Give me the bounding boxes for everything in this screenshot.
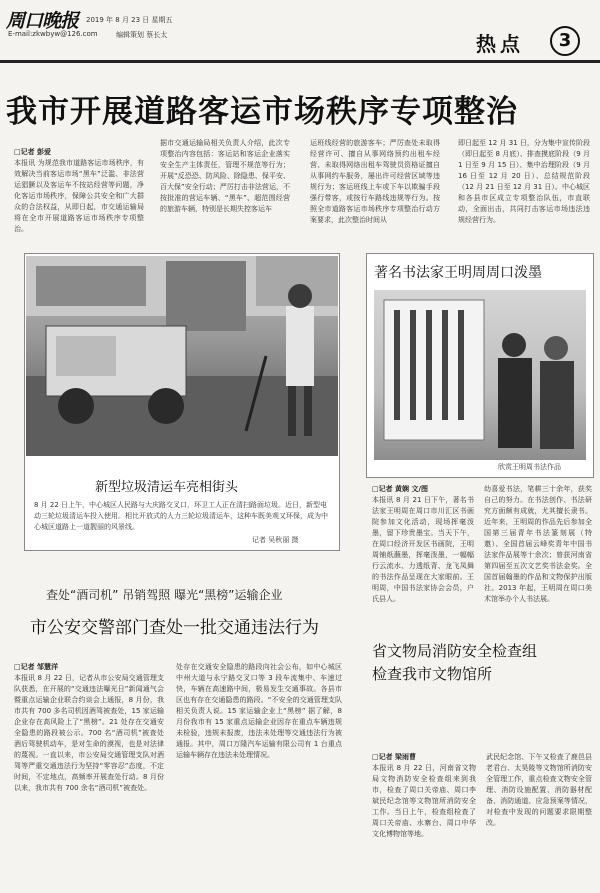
- fire-byline: □记者 梁雨曹: [372, 753, 417, 761]
- main-byline: □记者 彭爱: [14, 148, 52, 156]
- masthead: [0, 0, 600, 62]
- calligraphy-text-1: 本报讯 8 月 21 日下午，著名书法家王明周在周口市川汇区书画院参加文化活动，现场挥毫泼墨，留下珍贵墨宝。当天下午，在周口经济开发区书画院，王明周铺纸蘸墨，挥毫泼墨，一幅幅行云流水、力透纸背、龙飞凤舞的书法作品呈现在大家眼前。王明周，中国书法家协会会员，户氏县人。: [372, 496, 474, 603]
- main-article-col-4: 即日起至 12 月 31 日，分为集中宣传阶段（即日起至 8 月底）、排查摸底阶段（9 月 1 日至 9 月 15 日）、集中治理阶段（9 月 16 日至 12 月 20 日）、总结规范阶段（12 月 21 日至 12 月 31 日）。中心城区和各县市区成立专项整治队伍，市直联动，全面出击，共同打击客运市场违法违规经营行为。: [458, 139, 590, 224]
- traffic-col-2: 处存在交通安全隐患的路段向社会公布，如中心城区中州大道与永宁路交叉口等 3 段车流集中、车速过快，车辆在高速路中间，极易发生交通事故。各县市区也有存在交通隐患的路段。“不安全的交通管理支队相关负责人说。15 家运输企业上“黑榜” 据了解，8 月份我市有 15 家重点运输企业因存在重点车辆违规未检验，违规未报废，违法未处理等交通违法行为被通报。其中，周口万隆汽车运输有限公司有 1 台重点运输车辆存在违法未处理情况。: [176, 663, 342, 759]
- photo-story-title: 新型垃圾清运车亮相街头: [95, 480, 239, 495]
- fire-col-1: [372, 752, 476, 887]
- email: E-mail:zkwbyw@126.com: [8, 30, 98, 38]
- photo-story-text: 8 月 22 日上午，中心城区人民路与大庆路交叉口，环卫工人正在清扫路面垃圾。近日，新型电动三轮垃圾清运车投入使用。相比开放式的人力三轮垃圾清运车，这种车既美观又环保，成为中心城区道路上一道靓丽的风景线。: [34, 501, 328, 531]
- calligraphy-photo-caption: 欣赏王明周书法作品: [498, 463, 561, 471]
- calligraphy-col-2: 幼喜爱书法，笔耕三十余年，获奖自己的努力。在书法创作、书法研究方面颇有成就，尤其擅长隶书。近年来，王明周的作品先后参加全国第三届青年书法篆刻展（特邀）、全国首届云峰奖青年中国书法家作品展等十余次；曾获河南省第四届至五次文艺奖书法金奖。全国首届翰墨的作品和文物保护出版社。2013 年起，王明周在周口美术馆举办个人书法展。: [484, 485, 592, 603]
- traffic-byline: □记者 邹慧洋: [14, 663, 59, 671]
- street-scene-image: [26, 256, 338, 456]
- newspaper-logo: 周口晚报: [6, 10, 79, 32]
- traffic-text-1: 本报讯 8 月 22 日，记者从市公安局交通管理支队获悉，在开展的“交通违法曝光日”新闻通气会暨重点运输企业联合约谈会上通报，8 月份，我市共有 700 多名司机因酒驾被查处，15 家运输企业存在高风险上了“黑榜”。21 处存在交通安全隐患的路段被公示。700 名“酒司机”被查处 酒后驾驶机动车，是对生命的漠视，也是对法律的蔑视。一直以来，市公安局交通管理支队对酒驾等严重交通违法行为坚持“零容忍”态度，不定时间，不定地点，高频率开展查处行动。8 月份以来，我市共有 700 余名“酒司机”被查处。: [14, 674, 164, 792]
- calligraphy-photo: [374, 290, 586, 460]
- traffic-headline: 市公安交警部门查处一批交通违法行为: [30, 618, 319, 638]
- fire-headline-line-2: 检查我市文物馆所: [372, 665, 493, 683]
- traffic-col-1: [14, 662, 164, 887]
- calligraphy-col-1: [372, 484, 474, 634]
- main-article-col-3: 运班线经营的旅游客车；严厉查处未取得经营许可、擅自从事网络预约出租车经营、未取得网络出租车驾驶员资格证擅自从事网约车服务，屡出许可经营区域等违规行为；客运班线上车或下车以欺骗手段强行带客，或按行车路线违规等行为。按照全市道路客运市场秩序专项整治行动方案要求，此次整治时间从: [310, 139, 440, 224]
- masthead-rule: [0, 60, 600, 63]
- editors-line: 编辑策划 蔡长太: [116, 31, 168, 39]
- fire-text-1: 本报讯 8 月 22 日，河南省文物局文物消防安全检查组来到我市，检查了周口关帝庙、周口李斌民纪念馆等文物馆所消防安全工作。当日上午，检查组检查了周口关帝庙、水寨台、周口中华文化博物馆等地。: [372, 764, 476, 838]
- calligraphy-scene-image: [374, 290, 586, 460]
- main-article-col-1: [14, 147, 144, 247]
- traffic-subhead: 查处“酒司机” 吊销驾照 曝光“黑榜”运输企业: [46, 588, 283, 602]
- calligraphy-headline: 著名书法家王明周周口泼墨: [374, 265, 542, 281]
- main-article-col-2: 据市交通运输局相关负责人介绍，此次专项整治内容包括：客运站和客运企业落实安全生产主体责任，管理不规范等行为；开展“反恐恐、防风险、除隐患、保平安、百大保”安全行动；严厉打击非法营运，不按批准的营运车辆、“黑车”、超范围经营的旅游车辆，特别是长期失控客运车: [160, 139, 290, 213]
- issue-date: 2019 年 8 月 23 日 星期五: [86, 16, 173, 24]
- page-number: 3: [550, 26, 580, 56]
- photo-credit: 记者 吴秋丽 摄: [252, 536, 299, 544]
- fire-headline-line-1: 省文物局消防安全检查组: [372, 642, 538, 660]
- calligraphy-byline: □记者 黄娴 文/图: [372, 485, 429, 493]
- section-title: 热点: [476, 32, 524, 56]
- fire-col-2: 武民纪念馆、下午又检查了鹿邑县老君台、太昊陵等文物馆所消防安全管理工作，重点检查文物安全管理、消防设施配置、消防器材配备、消防通道、应急预案等情况，对检查中发现的问题要求限期整改。: [486, 753, 592, 827]
- main-headline: 我市开展道路客运市场秩序专项整治: [6, 94, 518, 130]
- garbage-truck-photo: [26, 256, 338, 456]
- main-text-1: 本报讯 为规范我市道路客运市场秩序，有效解决当前客运市场“黑车”泛滥、非法营运猖獗以及客运车不按站经营等问题，净化客运市场秩序，保障公共安全和广大群众的合法权益，从即日起，市交通运输局将在全市开展道路客运市场秩序专项整治。: [14, 159, 144, 233]
